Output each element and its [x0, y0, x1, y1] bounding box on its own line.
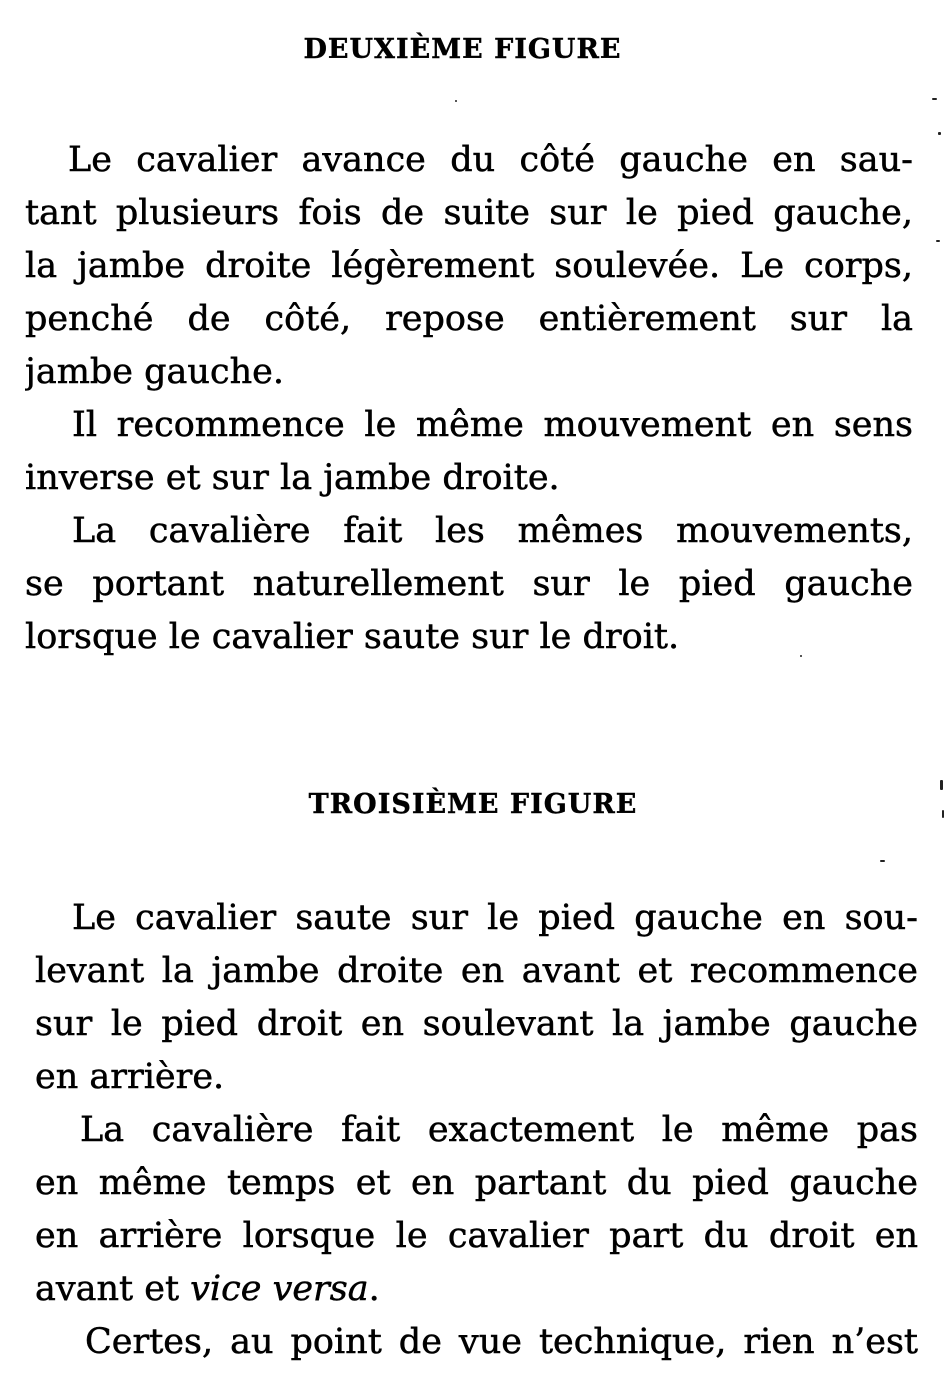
italic-text: vice versa	[190, 1269, 369, 1309]
scan-speck	[800, 655, 802, 657]
paragraph	[25, 399, 913, 505]
scan-speck	[880, 860, 885, 862]
paragraph	[25, 134, 913, 399]
text-line: penché de côté, repose entièrement sur la	[25, 299, 913, 339]
text-line: en arrière.	[35, 1057, 225, 1097]
scan-speck	[455, 100, 457, 102]
paragraph	[25, 505, 913, 664]
text-line: levant la jambe droite en avant et recommence	[35, 951, 918, 991]
text-line: Il recommence le même mouvement en sens	[72, 405, 913, 445]
text-segment: avant et	[35, 1269, 191, 1309]
text-line: Le cavalier avance du côté gauche en sau-	[68, 140, 913, 180]
paragraph	[35, 1104, 918, 1316]
paragraph	[35, 892, 918, 1104]
text-line	[35, 1263, 918, 1316]
scan-speck	[932, 98, 937, 100]
text-line: en même temps et en partant du pied gauche	[35, 1163, 918, 1203]
scan-speck	[936, 240, 940, 242]
text-line: la jambe droite légèrement soulevée. Le corps,	[25, 246, 913, 286]
text-segment: .	[368, 1269, 380, 1309]
scan-speck	[942, 810, 944, 818]
text-line: Certes, au point de vue technique, rien n’est	[85, 1322, 918, 1362]
text-line: en arrière lorsque le cavalier part du droit en	[35, 1216, 918, 1256]
paragraph	[35, 1316, 918, 1369]
section-body	[25, 134, 913, 664]
section-body	[35, 892, 918, 1369]
text-line: sur le pied droit en soulevant la jambe gauche	[35, 1004, 918, 1044]
section-heading: DEUXIÈME FIGURE	[303, 34, 622, 65]
section-heading: TROISIÈME FIGURE	[308, 789, 638, 820]
text-line: Le cavalier saute sur le pied gauche en sou-	[72, 898, 918, 938]
scan-speck	[938, 132, 941, 135]
text-line: lorsque le cavalier saute sur le droit.	[25, 617, 680, 657]
text-line: La cavalière fait exactement le même pas	[80, 1110, 918, 1150]
text-line: jambe gauche.	[25, 352, 284, 392]
text-line: tant plusieurs fois de suite sur le pied gauche,	[25, 193, 913, 233]
text-line: se portant naturellement sur le pied gauche	[25, 564, 913, 604]
scan-speck	[940, 780, 943, 790]
text-line: La cavalière fait les mêmes mouvements,	[72, 511, 913, 551]
text-line: inverse et sur la jambe droite.	[25, 458, 560, 498]
